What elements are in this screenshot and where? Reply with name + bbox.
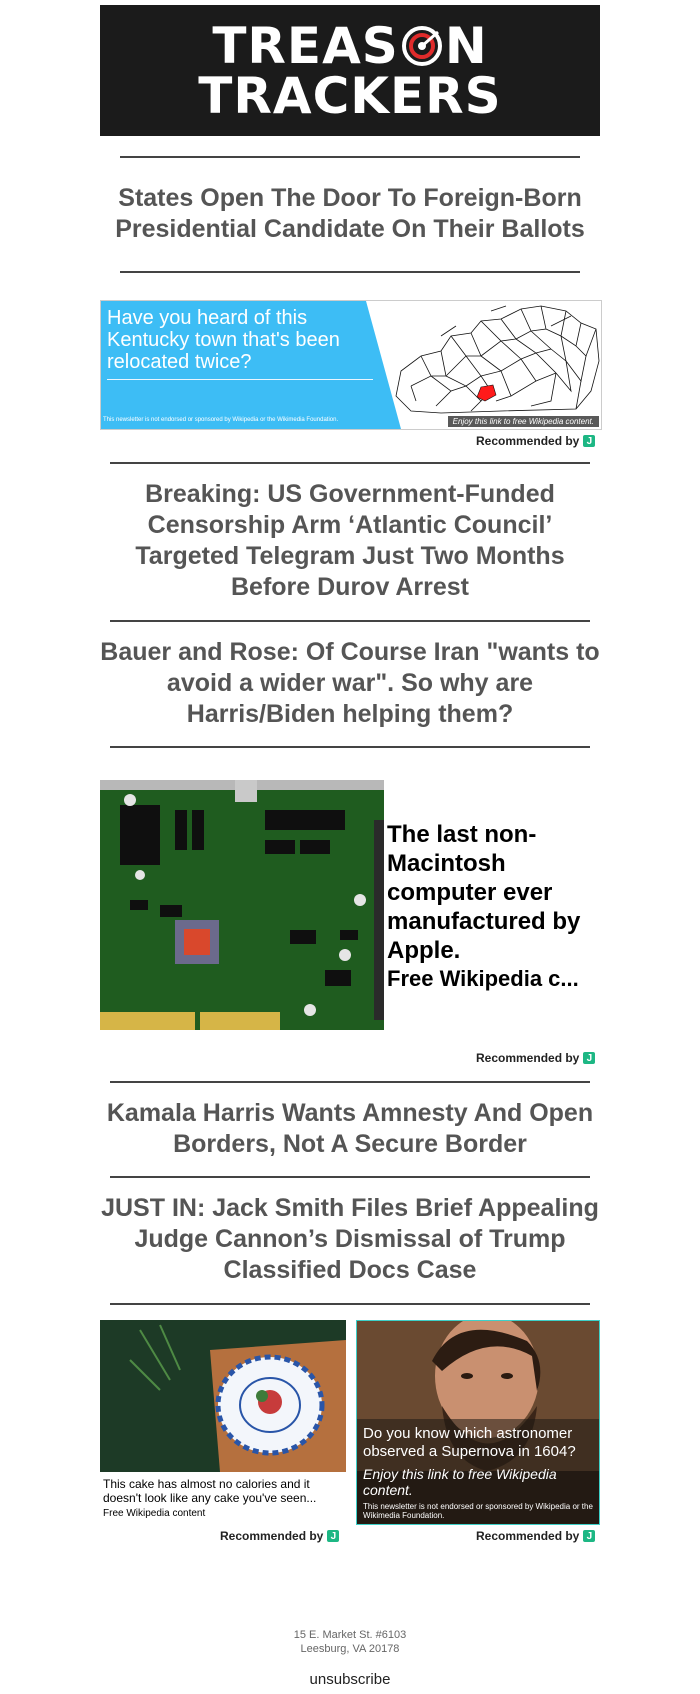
jeeng-logo-icon: J: [583, 1052, 595, 1064]
recommended-by-text: Recommended by: [476, 434, 580, 448]
ad-astronomer-disclaimer: This newsletter is not endorsed or sponsored by Wikipedia or the Wikimedia Foundation.: [363, 1502, 593, 1520]
ad-astronomer-enjoy: Enjoy this link to free Wikipedia content.: [363, 1466, 557, 1498]
logo-line-2: TRACKERS: [198, 66, 502, 125]
divider: [110, 620, 590, 622]
ad-apple-title[interactable]: The last non-Macintosh computer ever manufactured by Apple.: [387, 821, 581, 964]
recommended-by-label[interactable]: [476, 434, 595, 448]
ad-apple-subtitle[interactable]: Free Wikipedia c...: [387, 966, 579, 991]
recommended-by-text: Recommended by: [476, 1051, 580, 1065]
ad-kentucky-text: Have you heard of this Kentucky town that's been relocated twice?: [107, 307, 340, 373]
cake-plate-illustration: [100, 1320, 346, 1472]
footer-address-line-1: 15 E. Market St. #6103: [293, 1629, 407, 1641]
kentucky-map-image: [381, 301, 601, 429]
headline-link-5[interactable]: JUST IN: Jack Smith Files Brief Appealing Judge Cannon’s Dismissal of Trump Classified Docs Case: [101, 1194, 599, 1284]
recommended-by-label[interactable]: [476, 1051, 595, 1065]
headline-link-4[interactable]: Kamala Harris Wants Amnesty And Open Borders, Not A Secure Border: [106, 1099, 594, 1158]
divider: [110, 1303, 590, 1305]
recommended-by-text: Recommended by: [476, 1529, 580, 1543]
footer-address-line-2: Leesburg, VA 20178: [300, 1643, 400, 1655]
ad-cake-source: Free Wikipedia content: [103, 1508, 206, 1519]
recommended-by-text: Recommended by: [220, 1529, 324, 1543]
divider: [110, 462, 590, 464]
logo-line-1: [212, 16, 488, 75]
ad-cake-text[interactable]: [103, 1477, 343, 1521]
ad-cake-headline: This cake has almost no calories and it doesn't look like any cake you've seen...: [103, 1477, 317, 1505]
jeeng-logo-icon: J: [583, 1530, 595, 1542]
logo-word-part-2: N: [444, 16, 488, 75]
divider: [110, 746, 590, 748]
divider: [120, 271, 580, 273]
ad-divider: [107, 379, 373, 380]
jeeng-logo-icon: J: [327, 1530, 339, 1542]
jeeng-logo-icon: J: [583, 435, 595, 447]
recommended-by-label[interactable]: [476, 1529, 595, 1543]
ad-cake-image[interactable]: [100, 1320, 346, 1472]
logo-word-part-1: TREAS: [212, 16, 399, 75]
ad-astronomer-question: Do you know which astronomer observed a Supernova in 1604?: [363, 1425, 576, 1460]
recommended-by-label[interactable]: [220, 1529, 339, 1543]
ad-astronomer-card[interactable]: [356, 1320, 600, 1525]
ad-disclaimer: This newsletter is not endorsed or sponsored by Wikipedia or the Wikimedia Foundation.: [103, 417, 339, 423]
headline-link-2[interactable]: Breaking: US Government-Funded Censorship Arm ‘Atlantic Council’ Targeted Telegram Just Two Months Before Durov Arrest: [135, 480, 565, 601]
ad-circuit-board-image[interactable]: [100, 780, 384, 1030]
brand-logo[interactable]: [100, 5, 600, 136]
divider: [110, 1081, 590, 1083]
bullseye-icon: [402, 26, 442, 66]
circuit-board-illustration: [100, 780, 384, 1030]
divider: [120, 156, 580, 158]
ad-caption: Enjoy this link to free Wikipedia content.: [448, 416, 599, 427]
headline-link-1[interactable]: States Open The Door To Foreign-Born Presidential Candidate On Their Ballots: [115, 184, 585, 243]
ad-kentucky-banner[interactable]: [100, 300, 602, 430]
divider: [110, 1176, 590, 1178]
unsubscribe-link[interactable]: unsubscribe: [309, 1671, 391, 1688]
headline-link-3[interactable]: Bauer and Rose: Of Course Iran "wants to avoid a wider war". So why are Harris/Biden helping them?: [100, 638, 600, 728]
footer-address: [0, 1628, 700, 1656]
